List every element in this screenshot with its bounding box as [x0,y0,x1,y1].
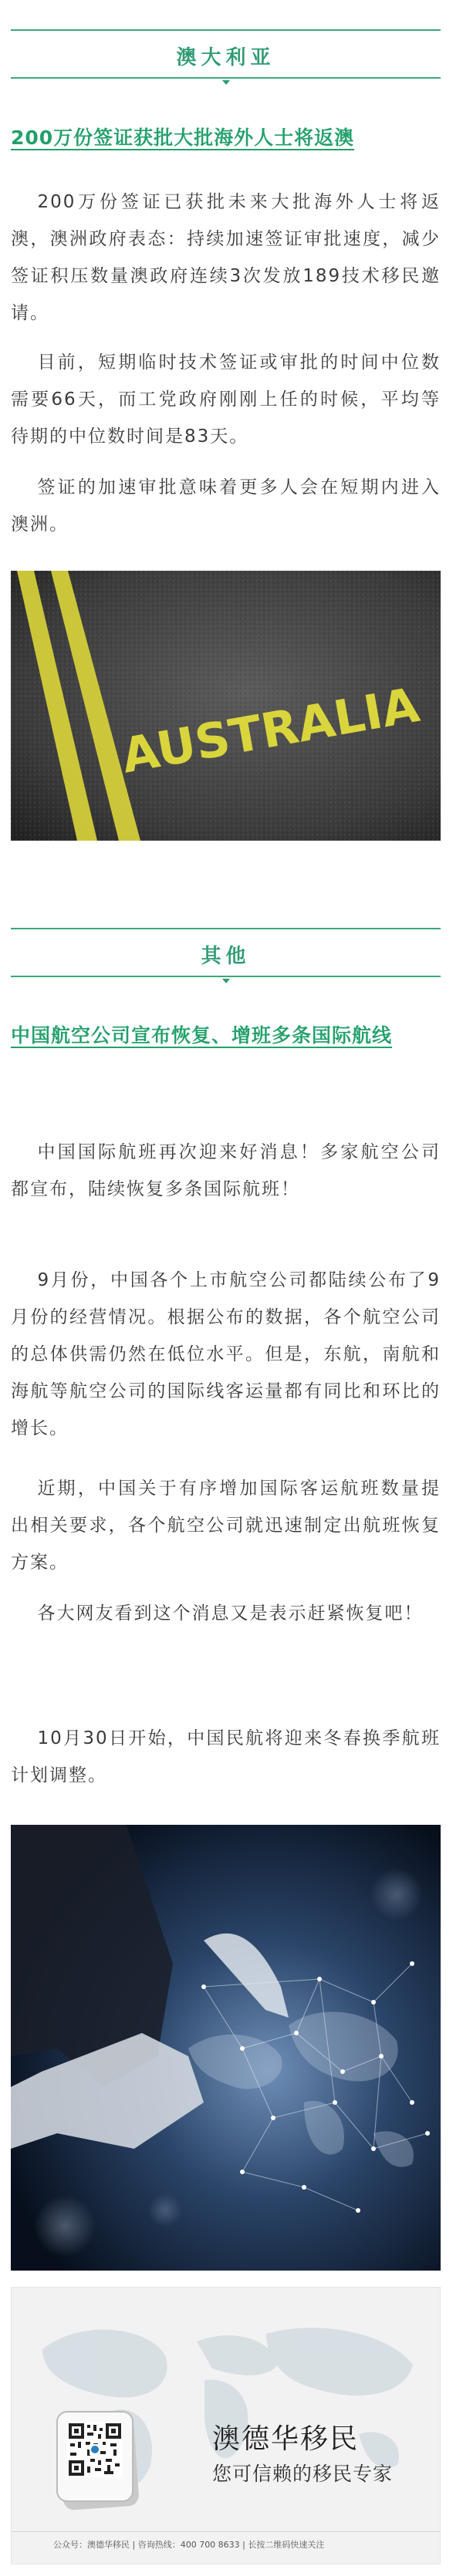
brand-slogan: 您可信赖的移民专家 [212,2463,394,2485]
paragraph: 9月份，中国各个上市航空公司都陆续公布了9月份的经营情况。根据公布的数据，各个航空公司的总体供需仍然在低位水平。但是，东航，南航和海航等航空公司的国际线客运量都有同比和环比的增长。 [11,1270,441,1438]
footer-info: 公众号：澳德华移民 | 咨询热线：400 700 8633 | 长按二维码快速关注 [53,2540,325,2550]
qr-code-icon[interactable] [67,2422,123,2477]
australia-road-text: AUSTRALIA [117,676,424,784]
business-network-image [11,1825,441,2271]
section-title: 其他 [201,945,251,968]
paragraph: 10月30日开始，中国民航将迎来冬春换季航班计划调整。 [11,1728,441,1785]
section-header-other [11,928,441,977]
paragraph: 目前，短期临时技术签证或审批的时间中位数需要66天，而工党政府刚刚上任的时候，平均等待期的中位数时间是83天。 [11,352,441,447]
paragraph: 各大网友看到这个消息又是表示赶紧恢复吧！ [37,1603,424,1623]
divider-line [11,976,441,977]
paragraph: 中国国际航班再次迎来好消息！多家航空公司都宣布，陆续恢复多条国际航班！ [11,1142,441,1199]
australia-road-photo [11,571,441,841]
paragraph: 近期，中国关于有序增加国际客运航班数量提出相关要求，各个航空公司就迅速制定出航班恢复方案。 [11,1479,441,1573]
asphalt-road-image [11,571,441,841]
phone-qr-graphic [56,2411,141,2511]
section-header-australia [11,29,441,79]
article-headline-link[interactable]: 中国航空公司宣布恢复、增班多条国际航线 [11,1024,393,1047]
paragraph: 签证的加速审批意味着更多人会在短期内进入澳洲。 [11,477,441,534]
triangle-down-icon [222,979,230,983]
divider-line [11,29,441,31]
network-world-map-photo [11,1825,441,2271]
triangle-down-icon [222,80,230,85]
brand-name: 澳德华移民 [212,2423,360,2455]
divider-line [11,928,441,929]
divider-line [12,2531,440,2532]
divider-line [11,77,441,79]
article-headline-link[interactable]: 200万份签证获批大批海外人士将返澳 [11,126,355,149]
brand-banner [11,2287,441,2564]
paragraph: 200万份签证已获批未来大批海外人士将返澳，澳洲政府表态：持续加速签证审批速度，减少签证积压数量澳政府连续3次发放189技术移民邀请。 [11,192,441,323]
section-title: 澳大利亚 [176,46,275,69]
